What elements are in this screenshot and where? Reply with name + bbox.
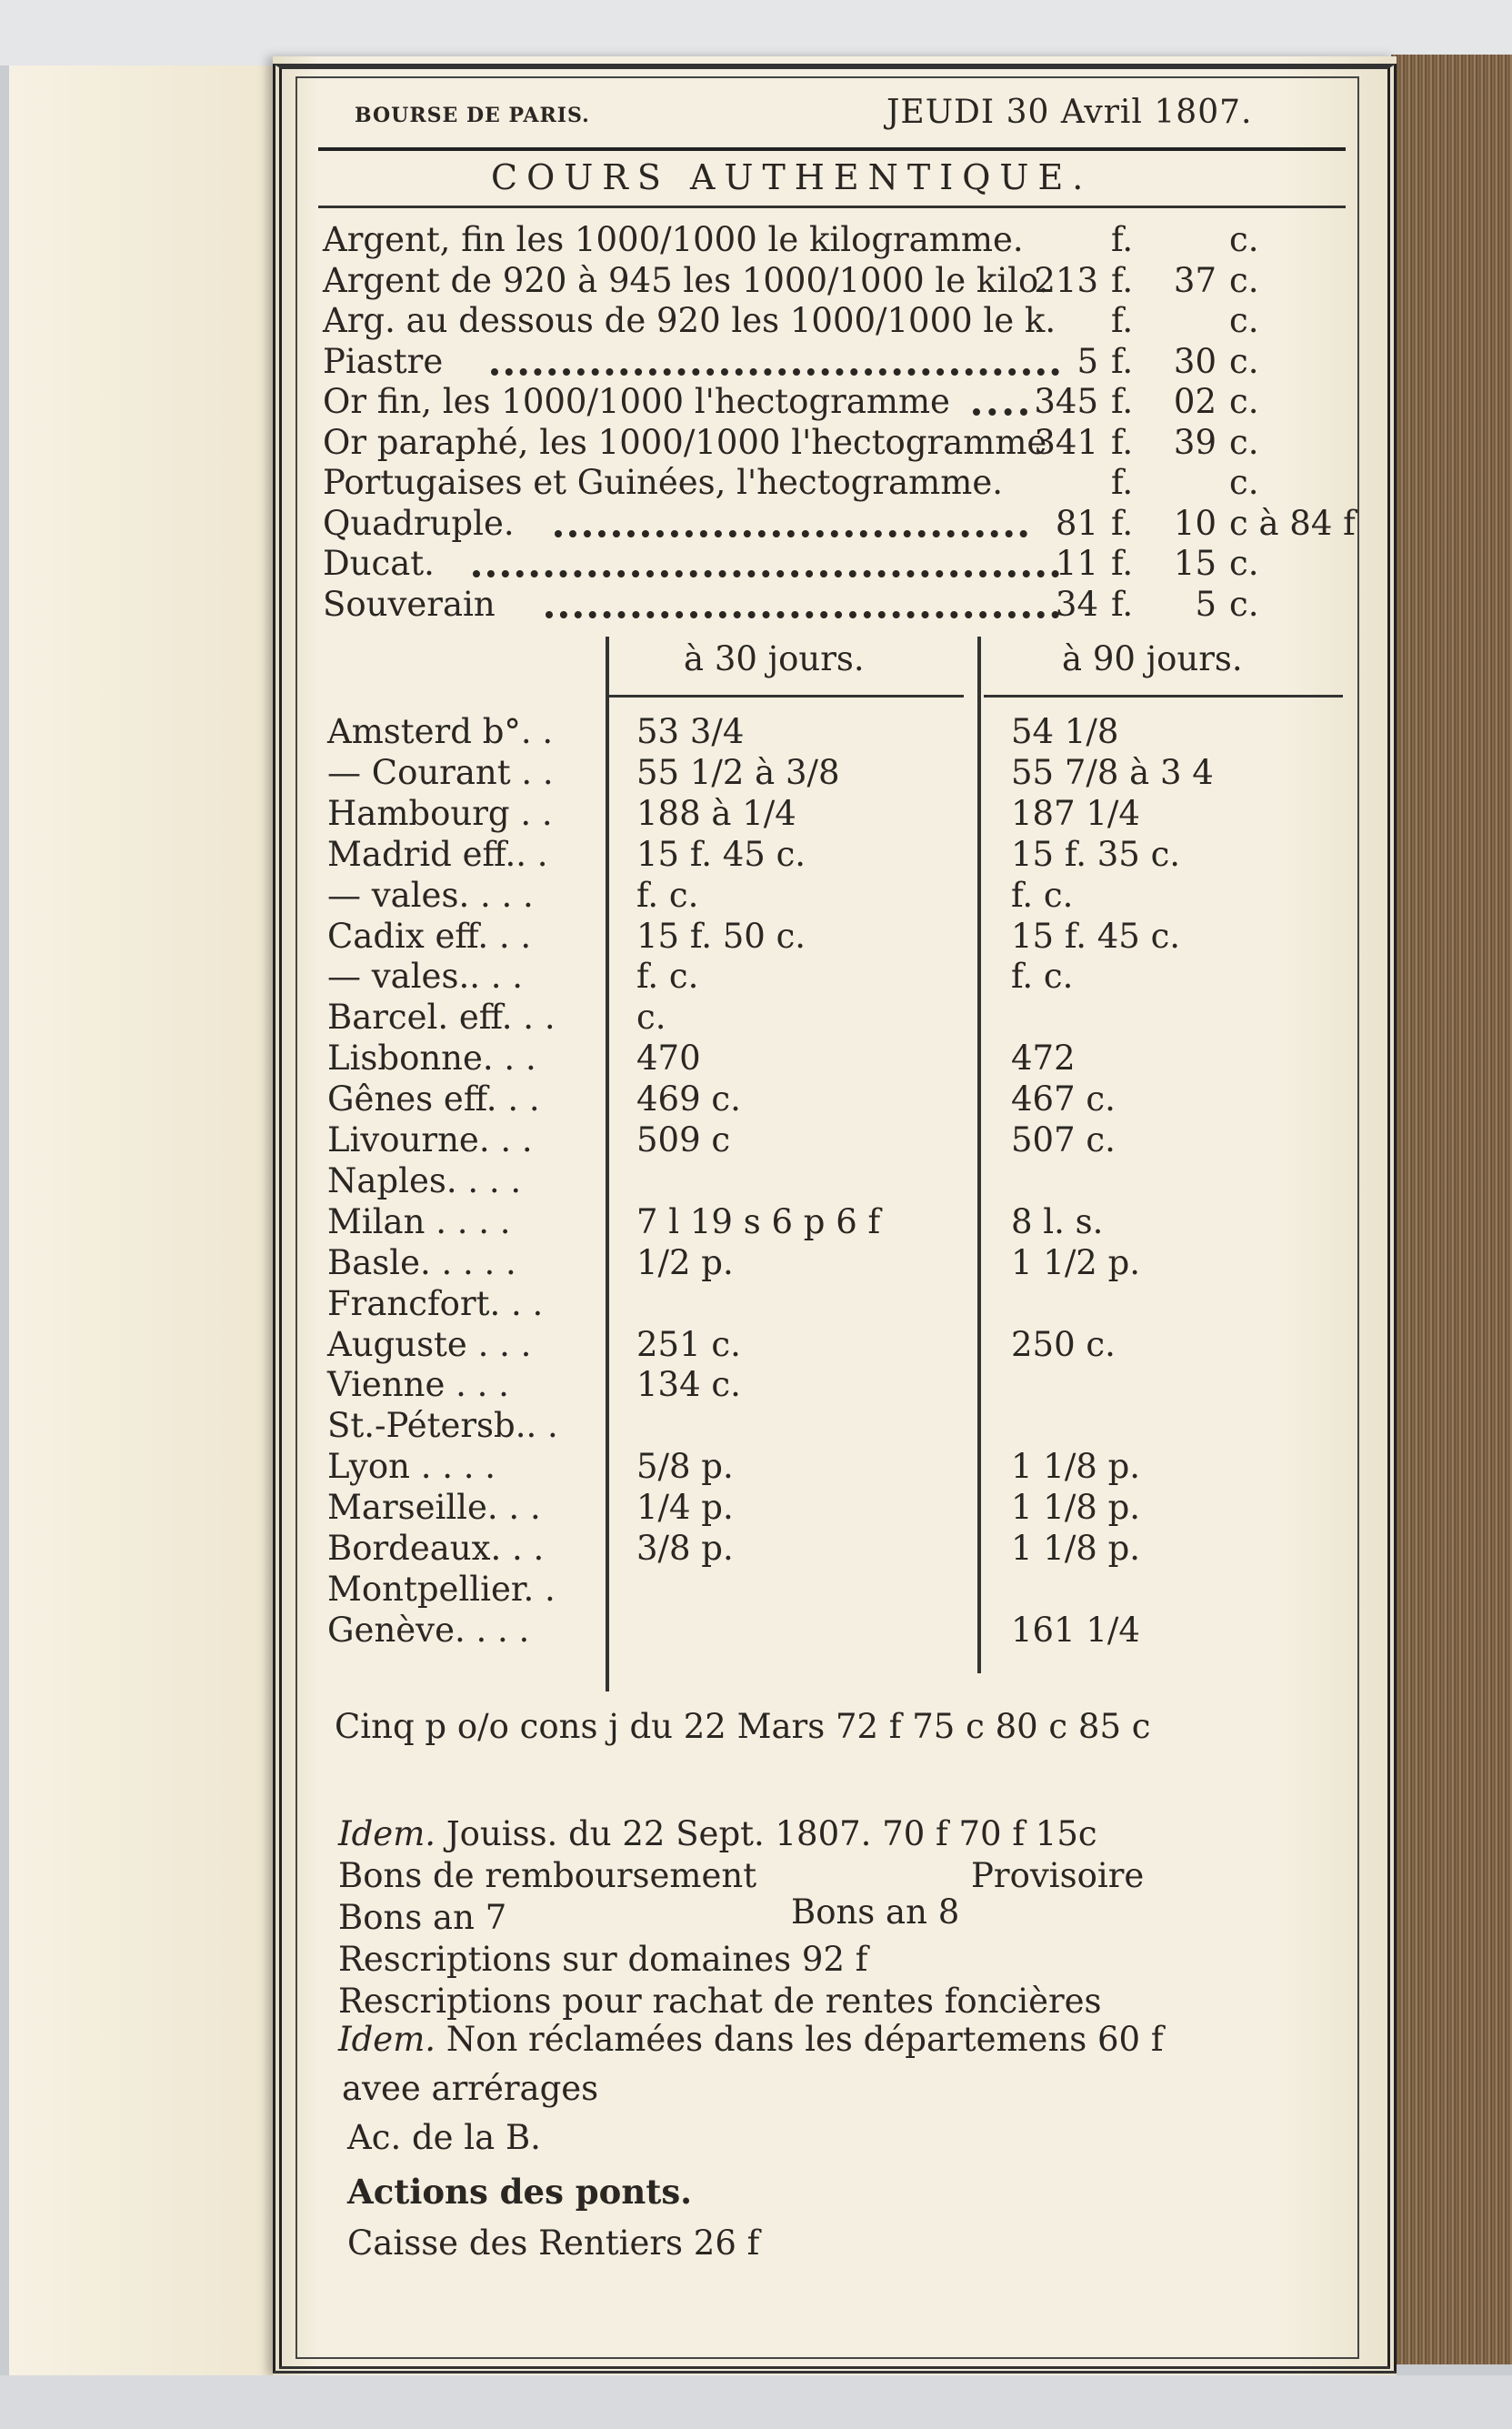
col-header-30-jours: à 30 jours. — [684, 639, 865, 678]
exchange-place: St.-Pétersb.. . — [327, 1406, 558, 1446]
metal-centimes-unit: c. — [1229, 584, 1259, 624]
rescriptions-rachat: Rescriptions pour rachat de rentes foncières — [338, 1982, 1102, 2021]
metal-centimes-unit: c à 84 f — [1229, 503, 1356, 543]
metal-francs-unit: f. — [1111, 301, 1134, 340]
rate-30-jours: 469 c. — [636, 1079, 741, 1119]
metal-centimes-amount: 39 — [1173, 422, 1217, 462]
rate-30-jours: 1/2 p. — [636, 1242, 734, 1282]
rate-30-jours: 5/8 p. — [636, 1447, 734, 1487]
rate-90-jours: 1 1/8 p. — [1011, 1529, 1141, 1568]
metal-francs-amount: 345 — [1034, 382, 1098, 421]
scan-background-bottom — [0, 2375, 1512, 2429]
actions-banque: Ac. de la B. — [347, 2118, 541, 2157]
bons-an-7: Bons an 7 — [338, 1898, 507, 1937]
rate-30-jours: f. c. — [636, 957, 699, 997]
metal-label: Portugaises et Guinées, l'hectogramme. — [323, 463, 1004, 502]
rate-30-jours: f. c. — [636, 875, 699, 915]
leader-dots — [546, 611, 1059, 618]
rate-90-jours: 250 c. — [1011, 1324, 1116, 1364]
idem2-label: Idem. — [338, 2020, 436, 2059]
exchange-place: Milan . . . . — [327, 1201, 511, 1241]
avec-arrerages: avee arrérages — [342, 2069, 599, 2108]
bons-an-8: Bons an 8 — [791, 1892, 960, 1932]
metal-label: Arg. au dessous de 920 les 1000/1000 le k. — [323, 301, 1056, 340]
exchange-place: Cadix eff. . . — [327, 916, 532, 956]
rate-30-jours: 188 à 1/4 — [636, 793, 796, 833]
metal-francs-unit: f. — [1111, 422, 1134, 462]
metal-label: Piastre — [323, 341, 444, 381]
rate-90-jours: 161 1/4 — [1011, 1610, 1140, 1650]
metal-centimes-unit: c. — [1229, 544, 1259, 583]
rate-90-jours: 15 f. 35 c. — [1011, 834, 1181, 874]
rate-90-jours: 15 f. 45 c. — [1011, 916, 1181, 956]
metal-francs-unit: f. — [1111, 260, 1134, 300]
metal-centimes-amount: 10 — [1173, 503, 1217, 543]
exchange-place: Livourne. . . — [327, 1120, 533, 1159]
rate-90-jours: 54 1/8 — [1011, 712, 1119, 751]
idem-non-reclamees-text: Non réclamées dans les départemens 60 f — [446, 2020, 1164, 2059]
metal-francs-unit: f. — [1111, 584, 1134, 624]
bons-remboursement: Bons de remboursement — [338, 1856, 757, 1895]
rate-90-jours: 1 1/2 p. — [1011, 1242, 1141, 1282]
header-rule — [318, 147, 1346, 151]
actions-ponts: Actions des ponts. — [347, 2172, 693, 2212]
metal-francs-unit: f. — [1111, 341, 1134, 381]
metal-centimes-amount: 37 — [1173, 260, 1217, 300]
metal-label: Argent, fin les 1000/1000 le kilogramme. — [323, 220, 1024, 259]
header-left: BOURSE DE PARIS. — [355, 104, 590, 127]
metal-centimes-unit: c. — [1229, 463, 1259, 502]
rate-30-jours: 470 — [636, 1039, 701, 1079]
metal-label: Or paraphé, les 1000/1000 l'hectogramme — [323, 422, 1047, 462]
metal-francs-amount: 81 — [1055, 503, 1098, 543]
exchange-place: Gênes eff. . . — [327, 1079, 540, 1119]
column-rule-1 — [606, 637, 609, 1691]
metal-centimes-amount: 15 — [1173, 544, 1217, 583]
rate-30-jours: 15 f. 45 c. — [636, 834, 806, 874]
exchange-place: Naples. . . . — [327, 1160, 522, 1200]
rate-90-jours: 1 1/8 p. — [1011, 1447, 1141, 1487]
header-date: JEUDI 30 Avril 1807. — [886, 94, 1253, 131]
col2-header-rule — [984, 695, 1343, 698]
metal-label: Or fin, les 1000/1000 l'hectogramme — [323, 382, 950, 421]
metal-francs-unit: f. — [1111, 544, 1134, 583]
exchange-place: Lisbonne. . . — [327, 1039, 536, 1079]
metal-francs-unit: f. — [1111, 220, 1134, 259]
metal-centimes-amount: 02 — [1173, 382, 1217, 421]
title-rule — [318, 206, 1346, 208]
metal-centimes-unit: c. — [1229, 260, 1259, 300]
rate-30-jours: 251 c. — [636, 1324, 741, 1364]
metal-centimes-unit: c. — [1229, 341, 1259, 381]
rate-90-jours: f. c. — [1011, 957, 1074, 997]
metal-centimes-unit: c. — [1229, 301, 1259, 340]
idem-label: Idem. — [338, 1814, 436, 1853]
exchange-place: Vienne . . . — [327, 1365, 509, 1405]
metal-francs-unit: f. — [1111, 463, 1134, 502]
column-rule-2 — [977, 637, 981, 1673]
exchange-place: Bordeaux. . . — [327, 1529, 545, 1568]
leader-dots — [973, 408, 1027, 416]
rate-30-jours: 55 1/2 à 3/8 — [636, 752, 840, 792]
rate-90-jours: 472 — [1011, 1039, 1076, 1079]
exchange-place: Basle. . . . . — [327, 1242, 516, 1282]
rate-30-jours: 509 c — [636, 1120, 731, 1159]
leader-dots — [555, 530, 1027, 537]
metal-francs-amount: 5 — [1076, 341, 1098, 381]
exchange-place: Hambourg . . — [327, 793, 553, 833]
cinq-pour-cent: Cinq p o/o cons j du 22 Mars 72 f 75 c 80 c 85 c — [335, 1707, 1151, 1746]
rate-30-jours: c. — [636, 998, 666, 1038]
page-edges — [1391, 55, 1512, 2364]
metal-centimes-amount: 30 — [1173, 341, 1217, 381]
rate-30-jours: 7 l 19 s 6 p 6 f — [636, 1201, 881, 1241]
leader-dots — [491, 368, 1059, 376]
rate-30-jours: 134 c. — [636, 1365, 741, 1405]
rate-90-jours: 8 l. s. — [1011, 1201, 1104, 1241]
rate-30-jours: 15 f. 50 c. — [636, 916, 806, 956]
rescriptions-domaines: Rescriptions sur domaines 92 f — [338, 1940, 868, 1979]
metal-centimes-unit: c. — [1229, 382, 1259, 421]
metal-label: Quadruple. — [323, 503, 515, 543]
metal-label: Souverain — [323, 584, 496, 624]
exchange-place: — vales.. . . — [327, 957, 524, 997]
rate-90-jours: 467 c. — [1011, 1079, 1116, 1119]
col-header-90-jours: à 90 jours. — [1062, 639, 1243, 678]
caisse-rentiers: Caisse des Rentiers 26 f — [347, 2223, 760, 2263]
metal-francs-unit: f. — [1111, 382, 1134, 421]
rate-30-jours: 1/4 p. — [636, 1488, 734, 1528]
metal-centimes-unit: c. — [1229, 422, 1259, 462]
exchange-place: Madrid eff.. . — [327, 834, 548, 874]
exchange-place: Montpellier. . — [327, 1569, 556, 1609]
idem-non-reclamees — [338, 2020, 1164, 2059]
metal-label: Ducat. — [323, 544, 435, 583]
col1-header-rule — [609, 695, 964, 698]
metal-centimes-amount: 5 — [1195, 584, 1217, 624]
exchange-place: — vales. . . . — [327, 875, 534, 915]
rate-30-jours: 3/8 p. — [636, 1529, 734, 1568]
metal-francs-amount: 213 — [1034, 260, 1098, 300]
exchange-place: Barcel. eff. . . — [327, 998, 556, 1038]
metal-centimes-unit: c. — [1229, 220, 1259, 259]
metal-francs-unit: f. — [1111, 503, 1134, 543]
exchange-place: Amsterd b°. . — [327, 712, 554, 751]
exchange-place: — Courant . . — [327, 752, 554, 792]
leader-dots — [473, 570, 1059, 577]
idem-jouissance-text: Jouiss. du 22 Sept. 1807. 70 f 70 f 15c — [446, 1814, 1097, 1853]
exchange-place: Lyon . . . . — [327, 1447, 496, 1487]
rate-30-jours: 53 3/4 — [636, 712, 745, 751]
rate-90-jours: 507 c. — [1011, 1120, 1116, 1159]
metal-label: Argent de 920 à 945 les 1000/1000 le kilo. — [323, 260, 1049, 300]
rate-90-jours: f. c. — [1011, 875, 1074, 915]
exchange-place: Marseille. . . — [327, 1488, 541, 1528]
metal-francs-amount: 34 — [1055, 584, 1098, 624]
page-title: COURS AUTHENTIQUE. — [491, 157, 1093, 197]
left-page — [9, 65, 309, 2375]
rate-90-jours: 187 1/4 — [1011, 793, 1140, 833]
exchange-place: Genève. . . . — [327, 1610, 530, 1650]
metal-francs-amount: 341 — [1034, 422, 1098, 462]
provisoire: Provisoire — [971, 1856, 1145, 1895]
exchange-place: Auguste . . . — [327, 1324, 532, 1364]
rate-90-jours: 55 7/8 à 3 4 — [1011, 752, 1214, 792]
idem-jouissance — [338, 1814, 1097, 1853]
rate-90-jours: 1 1/8 p. — [1011, 1488, 1141, 1528]
exchange-place: Francfort. . . — [327, 1283, 544, 1323]
metal-francs-amount: 11 — [1055, 544, 1098, 583]
